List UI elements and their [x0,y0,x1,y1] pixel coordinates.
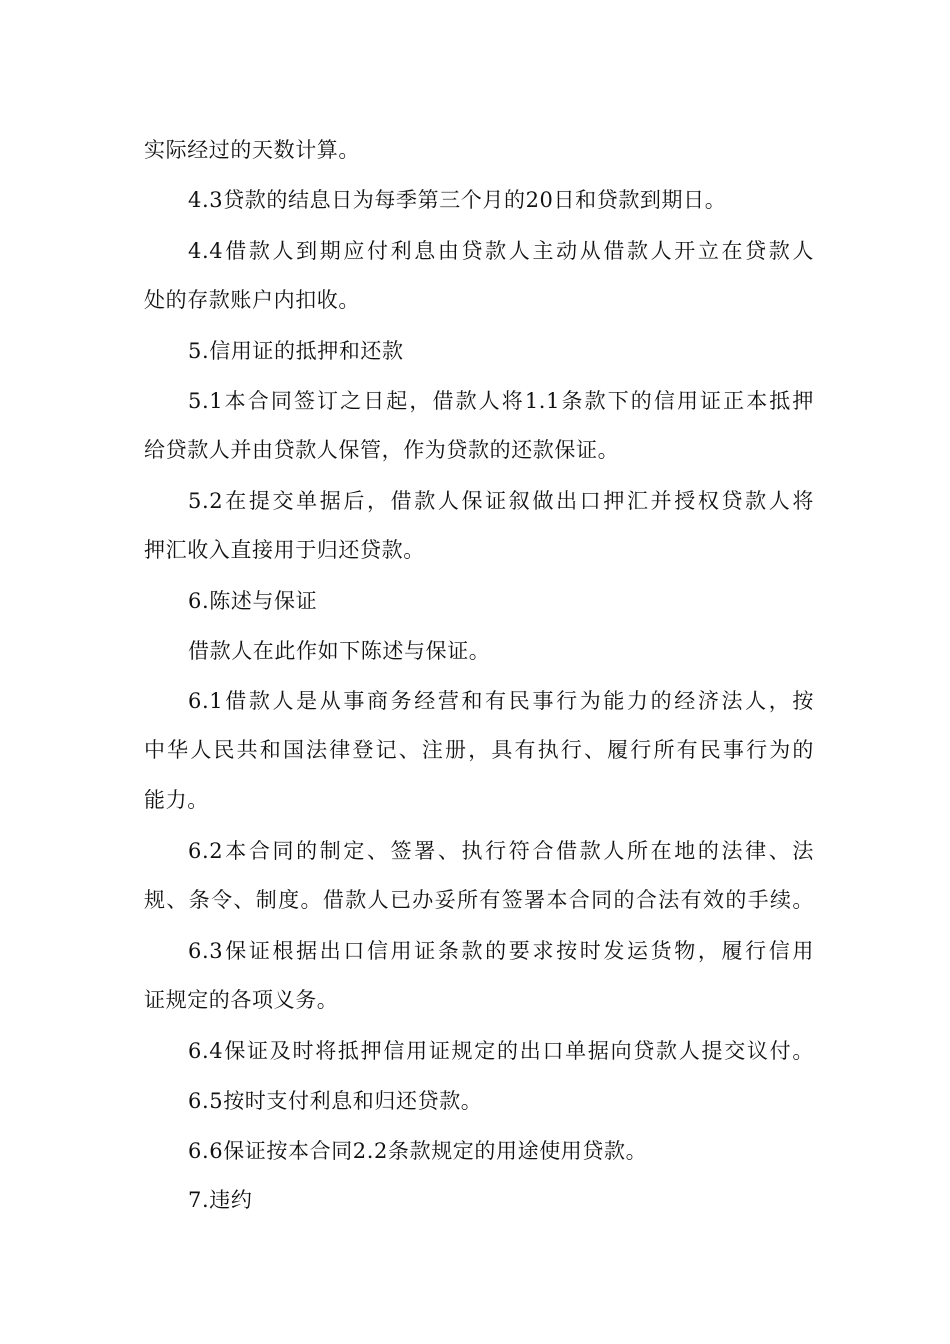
text-line: 中华人民共和国法律登记、注册，具有执行、履行所有民事行为的 [144,738,814,762]
text-line: 4.4借款人到期应付利息由贷款人主动从借款人开立在贷款人 [188,239,814,263]
text-line: 6.3保证根据出口信用证条款的要求按时发运货物，履行信用 [188,939,814,963]
text-line: 押汇收入直接用于归还贷款。 [144,538,425,562]
text-line: 实际经过的天数计算。 [144,138,360,162]
text-line: 4.3贷款的结息日为每季第三个月的20日和贷款到期日。 [188,188,727,212]
section-heading: 7.违约 [188,1188,253,1212]
text-line: 6.1借款人是从事商务经营和有民事行为能力的经济法人，按 [188,689,814,713]
text-line: 证规定的各项义务。 [144,988,339,1012]
text-line: 6.2本合同的制定、签署、执行符合借款人所在地的法律、法 [188,839,814,863]
text-line: 能力。 [144,788,209,812]
text-line: 处的存款账户内扣收。 [144,288,360,312]
text-line: 给贷款人并由贷款人保管，作为贷款的还款保证。 [144,438,620,462]
section-heading: 6.陈述与保证 [188,589,318,613]
text-line: 5.2在提交单据后，借款人保证叙做出口押汇并授权贷款人将 [188,489,814,513]
text-line: 6.6保证按本合同2.2条款规定的用途使用贷款。 [188,1139,648,1163]
text-line: 规、条令、制度。借款人已办妥所有签署本合同的合法有效的手续。 [144,888,814,912]
section-heading: 5.信用证的抵押和还款 [188,339,404,363]
text-line: 6.4保证及时将抵押信用证规定的出口单据向贷款人提交议付。 [188,1039,814,1063]
text-line: 6.5按时支付利息和归还贷款。 [188,1089,483,1113]
text-line: 5.1本合同签订之日起，借款人将1.1条款下的信用证正本抵押 [188,389,814,413]
text-line: 借款人在此作如下陈述与保证。 [188,639,491,663]
